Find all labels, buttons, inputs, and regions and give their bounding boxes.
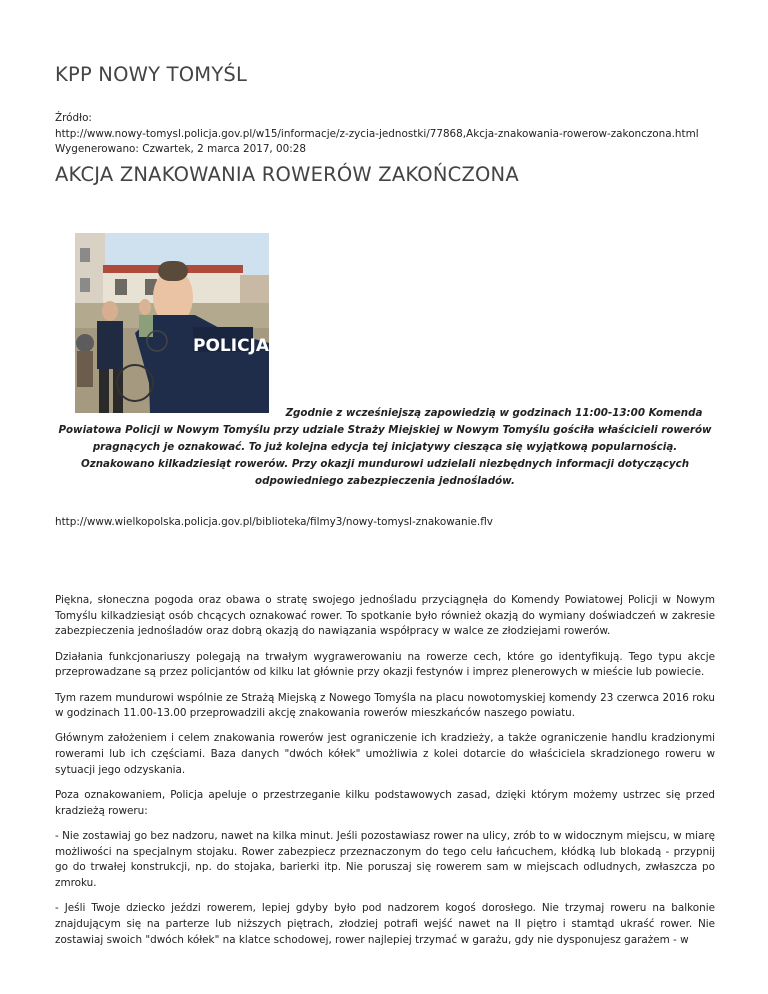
source-url[interactable]: http://www.nowy-tomysl.policja.gov.pl/w15/informacje/z-zycia-jednostki/77868,Akcja-znakowania-rowerow-zakonczona.html [55, 127, 699, 140]
site-title: KPP NOWY TOMYŚL [55, 63, 248, 86]
article-lead [55, 405, 715, 490]
lead-text: Zgodnie z wcześniejszą zapowiedzią w godzinach 11:00-13:00 Komenda Powiatowa Policji w Nowym Tomyślu przy udziale Straży Miejskiej w Nowym Tomyślu gościła właścicieli rowerów pragnących je oznakować. To już kolejna edycja tej inicjatywy ciesząca się wyjątkową popularnością. Oznakowano kilkadziesiąt rowerów. Przy okazji mundurowi udzielali niezbędnych informacji dotyczących odpowiedniego zabezpieczenia jednośladów. [58, 407, 712, 487]
source-meta [55, 111, 699, 158]
paragraph: Piękna, słoneczna pogoda oraz obawa o stratę swojego jednośladu przyciągnęła do Komendy Powiatowej Policji w Nowym Tomyślu kilkadziesiąt osób chcących oznakować rower. To spotkanie było również okazją do wymiany doświadczeń w zakresie zabezpieczenia jednośladów oraz dobrą okazją do nawiązania współpracy w walce ze złodziejami rowerów. [55, 594, 715, 638]
paragraph: - Nie zostawiaj go bez nadzoru, nawet na kilka minut. Jeśli pozostawiasz rower na ulicy, zrób to w widocznym miejscu, w miarę możliwości na specjalnym stojaku. Rower zabezpiecz przeznaczonym do tego celu łańcuchem, kłódką lub blokadą - przypnij go do trwałej konstrukcji, np. do stojaka, barierki itp. Nie poruszaj się rowerem sam w miejscach odludnych, zwłaszcza po zmroku. [55, 829, 715, 890]
article-body [55, 593, 715, 958]
paragraph: Poza oznakowaniem, Policja apeluje o przestrzeganie kilku podstawowych zasad, dzięki którym możemy ustrzec się przed kradzieżą roweru: [55, 789, 715, 817]
paragraph: - Jeśli Twoje dziecko jeździ rowerem, lepiej gdyby było pod nadzorem kogoś dorosłego. Nie trzymaj roweru na balkonie znajdującym się na parterze lub niższych piętrach, złodziej potrafi wejść nawet na II piętro i stamtąd ukraść rower. Nie zostawiaj swoich "dwóch kółek" na klatce schodowej, rower najlepiej trzymać w garażu, gdy nie dysponujesz garażem - w [55, 902, 715, 946]
paragraph: Działania funkcjonariuszy polegają na trwałym wygrawerowaniu na rowerze cech, które go identyfikują. Tego typu akcje przeprowadzane są przez policjantów od kilku lat głównie przy okazji festynów i imprez plenerowych w mieście lub powiecie. [55, 650, 715, 679]
paragraph: Głównym założeniem i celem znakowania rowerów jest ograniczenie ich kradzieży, a także ograniczenie handlu kradzionymi rowerami lub ich częściami. Baza danych "dwóch kółek" umożliwia z kolei dotarcie do właściciela skradzionego roweru w sytuacji jego odzyskania. [55, 732, 715, 776]
article-title: AKCJA ZNAKOWANIA ROWERÓW ZAKOŃCZONA [55, 163, 519, 186]
source-label: Źródło: [55, 112, 92, 124]
video-link[interactable]: http://www.wielkopolska.policja.gov.pl/biblioteka/filmy3/nowy-tomysl-znakowanie.flv [55, 516, 493, 528]
generated-date: Wygenerowano: Czwartek, 2 marca 2017, 00:28 [55, 143, 306, 155]
paragraph: Tym razem mundurowi wspólnie ze Strażą Miejską z Nowego Tomyśla na placu nowotomyskiej komendy 23 czerwca 2016 roku w godzinach 11.00-13.00 przeprowadzili akcję znakowania rowerów mieszkańców naszego powiatu. [55, 691, 715, 720]
photo-policja-text: POLICJA [193, 336, 269, 356]
article-photo [75, 233, 269, 413]
